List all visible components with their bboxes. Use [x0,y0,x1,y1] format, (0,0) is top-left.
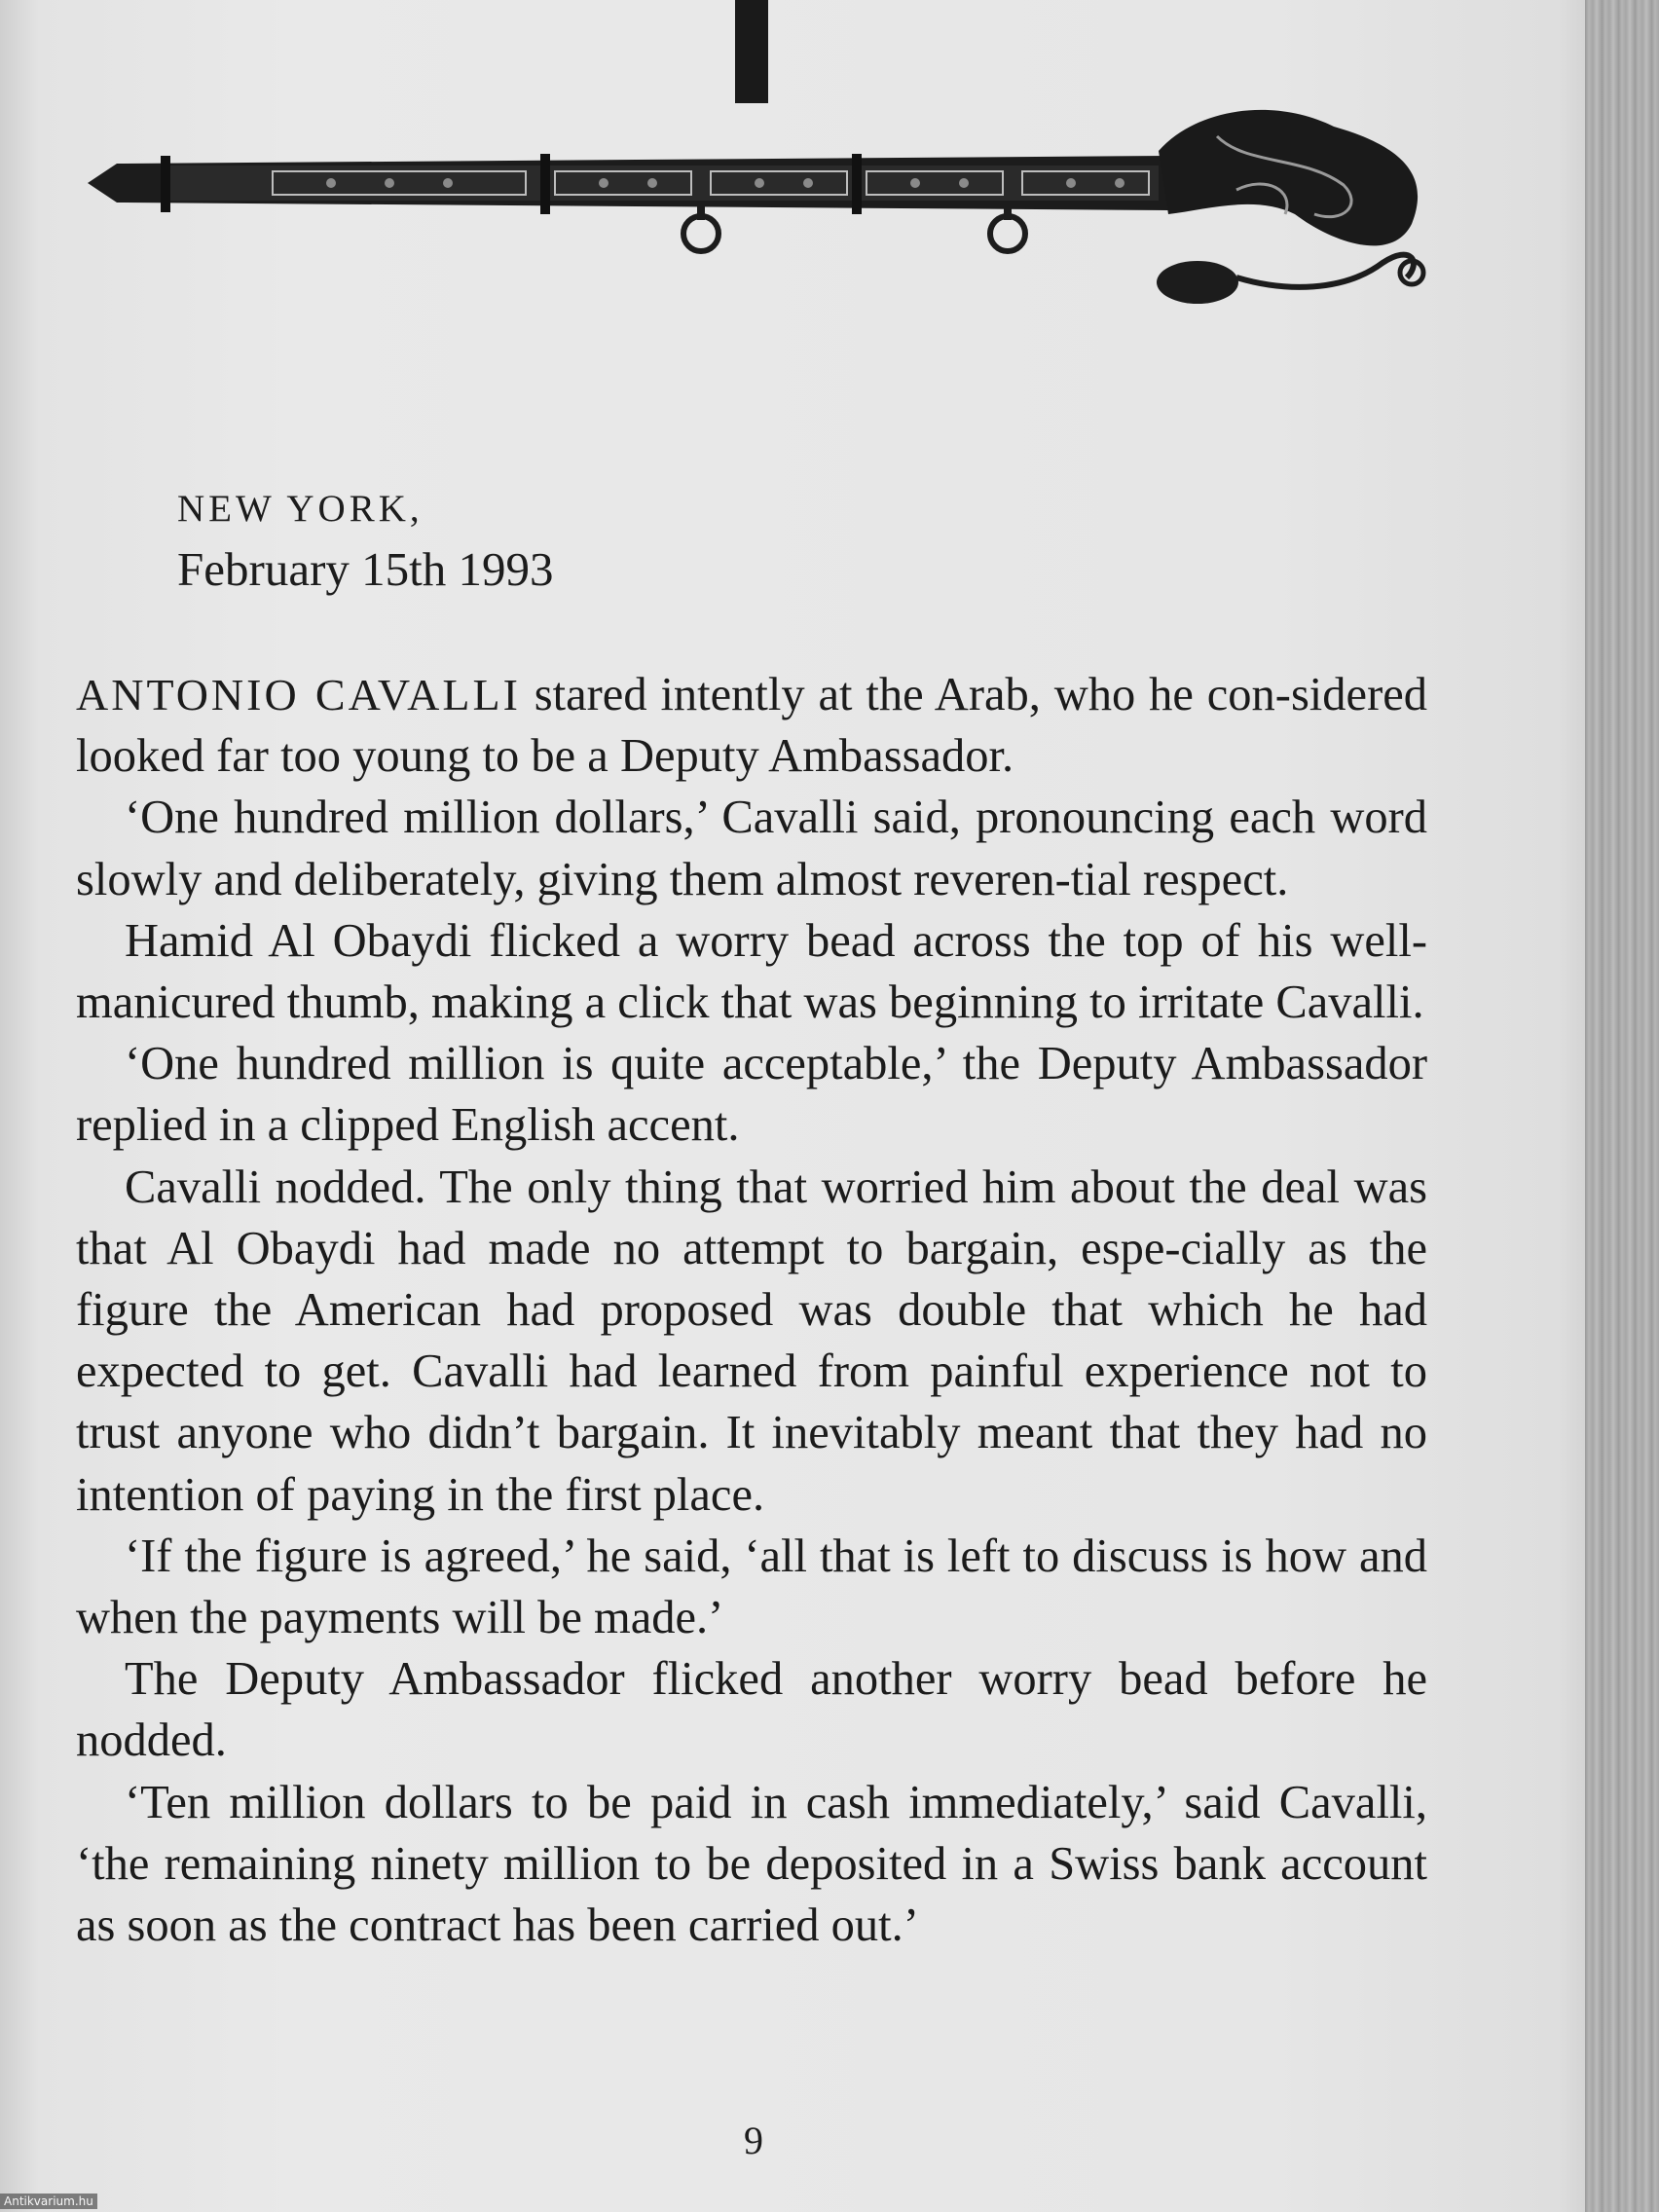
paragraph: The Deputy Ambassador flicked another worry bead before he nodded. [76,1653,1427,1767]
sword-ornament-icon [78,97,1441,321]
paragraph [76,664,1427,787]
chapter-body [76,664,1427,1956]
paragraph: Cavalli nodded. The only thing that worried him about the deal was that Al Obaydi had made no attempt to bargain, espe-cially as the figure the American had proposed was double that which he had expected to get. Cavalli had learned from painful experience not to trust anyone who didn’t bargain. It inevitably meant that they had no intention of paying in the first place. [76,1161,1427,1521]
paragraph: ‘One hundred million is quite acceptable,’ the Deputy Ambassador replied in a clipped English accent. [76,1038,1427,1152]
chapter-numeral [735,0,768,103]
place-heading: NEW YORK, [177,488,424,530]
paragraph: Hamid Al Obaydi flicked a worry bead across the top of his well-manicured thumb, making a click that was beginning to irritate Cavalli. [76,914,1427,1029]
paragraph-text: stared intently at the Arab, who he con-sidered looked far too young to be a Deputy Ambassador. [76,669,1427,783]
paragraph: ‘Ten million dollars to be paid in cash immediately,’ said Cavalli, ‘the remaining ninety million to be deposited in a Swiss bank account as soon as the contract has been carried out.’ [76,1776,1427,1952]
date-heading: February 15th 1993 [177,542,554,596]
paragraph: ‘One hundred million dollars,’ Cavalli said, pronouncing each word slowly and deliberately, giving them almost reveren-tial respect. [76,792,1427,905]
watermark: Antikvarium.hu [0,2194,97,2209]
page-number: 9 [744,2119,763,2162]
book-edge [1585,0,1659,2212]
paragraph: ‘If the figure is agreed,’ he said, ‘all that is left to discuss is how and when the payments will be made.’ [76,1530,1427,1644]
opening-name: ANTONIO CAVALLI [76,670,521,719]
